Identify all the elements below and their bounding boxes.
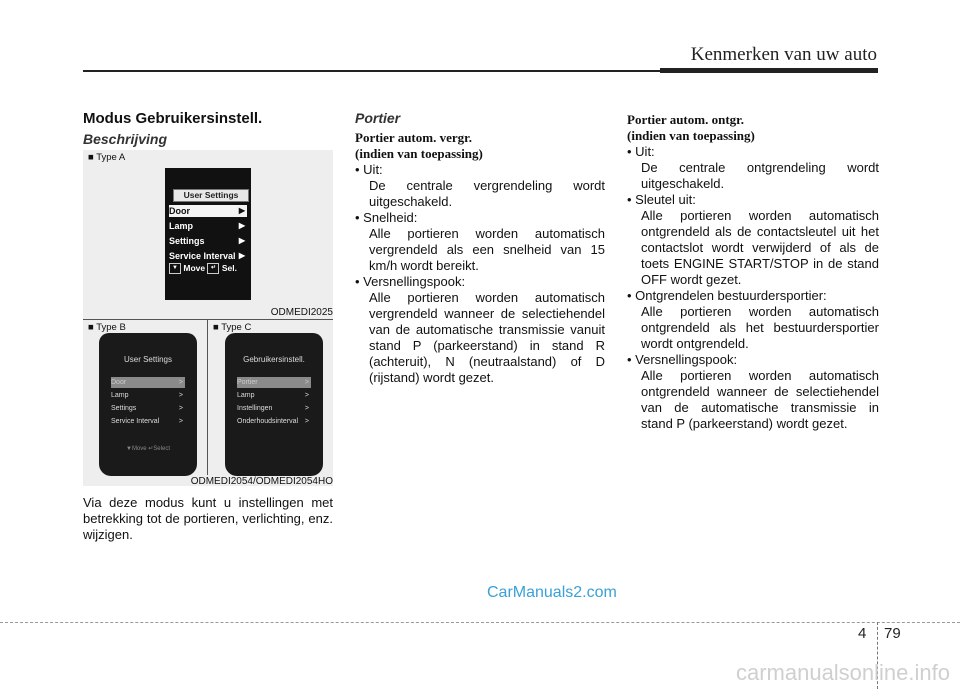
watermark-link[interactable]: CarManuals2.com — [487, 584, 617, 601]
bullet-sleutel-uit-text: Alle portieren worden automatisch ontgrendeld als de contactsleutel uit het contactslot wordt verwijderd of als de toets ENGINE START/STOP in de stand OFF wordt gezet. — [641, 208, 879, 287]
bullet-snelheid-text: Alle portieren worden automatisch vergrendeld als een snelheid van 15 km/h wordt bereikt. — [369, 226, 605, 273]
screen-b-item-lamp: Lamp > — [111, 392, 183, 399]
screen-type-b — [99, 333, 197, 476]
figure-label-type-c: ■ Type C — [213, 322, 252, 333]
bullet-uit-text: De centrale ontgrendeling wordt uitgeschakeld. — [641, 160, 879, 191]
screen-a-item-settings: Settings ▶ — [169, 236, 245, 246]
subheading-line2: (indien van toepassing) — [627, 128, 755, 143]
section-heading: Modus Gebruikersinstell. — [83, 110, 263, 127]
col1-body — [83, 495, 333, 543]
screen-c-item-instellingen: Instellingen > — [237, 405, 309, 412]
subheading-line1: Portier autom. vergr. — [355, 130, 472, 145]
down-arrow-icon: ▼ — [169, 263, 181, 274]
column-2 — [355, 110, 605, 386]
bullet-versnellingspook: • Versnellingspook: — [355, 274, 466, 289]
column-1 — [83, 110, 333, 151]
section-heading-portier: Portier — [355, 110, 401, 126]
bullet-sleutel-uit: • Sleutel uit: — [627, 192, 696, 207]
screen-a-item-door: Door ▶ — [169, 206, 245, 216]
bullet-uit: • Uit: — [627, 144, 655, 159]
bullet-bestuurdersportier: • Ontgrendelen bestuurdersportier: — [627, 288, 827, 303]
screen-type-a — [165, 168, 251, 300]
figure-divider — [83, 319, 333, 320]
screen-type-c — [225, 333, 323, 476]
screen-c-item-portier: Portier > — [237, 379, 309, 386]
bullet-uit-text: De centrale vergrendeling wordt uitgeschakeld. — [369, 178, 605, 209]
screen-c-title: Gebruikersinstell. — [243, 355, 305, 364]
page-number: 79 — [884, 625, 901, 642]
arrow-right-icon: ▶ — [238, 221, 245, 230]
column-3 — [627, 112, 879, 432]
watermark-bottom: carmanualsonline.info — [735, 660, 950, 685]
screen-c-item-lamp: Lamp > — [237, 392, 309, 399]
subheading-line1: Portier autom. ontgr. — [627, 112, 744, 127]
arrow-right-icon: ▶ — [238, 206, 245, 215]
screen-a-footer: ▼ Move ↵ Sel. — [169, 263, 247, 274]
chapter-number: 4 — [858, 625, 867, 642]
bullet-snelheid: • Snelheid: — [355, 210, 418, 225]
header-rule-accent — [660, 68, 878, 73]
bullet-bestuurdersportier-text: Alle portieren worden automatisch ontgrendeld als het bestuurdersportier wordt ontgrendeld. — [641, 304, 879, 351]
screen-c-item-onderhoud: Onderhoudsinterval > — [237, 418, 309, 425]
bullet-versnellingspook-text: Alle portieren worden automatisch vergrendeld wanneer de selectiehendel van de automatische transmissie vanuit stand P (parkeerstand) in stand R (achteruit), N (neutraalstand) of D (rijstand) wordt gezet. — [369, 290, 605, 385]
col1-body-text: Via deze modus kunt u instellingen met betrekking tot de portieren, verlichting, enz. wijzigen. — [83, 495, 333, 542]
figure-label-type-a: ■ Type A — [88, 152, 126, 163]
bullet-uit: • Uit: — [355, 162, 383, 177]
screen-a-title: User Settings — [173, 189, 249, 202]
figure-code-a: ODMEDI2025 — [270, 307, 333, 318]
subsection-heading: Beschrijving — [83, 131, 168, 147]
bullet-versnellingspook-text: Alle portieren worden automatisch ontgrendeld wanneer de selectiehendel van de automatische transmissie in stand P (parkeerstand) wordt gezet. — [641, 368, 879, 431]
figure-display-screens — [83, 150, 333, 486]
screen-a-item-lamp: Lamp ▶ — [169, 221, 245, 231]
figure-divider-vertical — [207, 320, 208, 475]
screen-b-item-settings: Settings > — [111, 405, 183, 412]
footer-rule — [0, 622, 960, 623]
arrow-right-icon: ▶ — [238, 236, 245, 245]
arrow-right-icon: ▶ — [238, 251, 245, 260]
figure-label-type-b: ■ Type B — [88, 322, 126, 333]
screen-b-item-door: Door > — [111, 379, 183, 386]
screen-b-title: User Settings — [123, 355, 173, 364]
screen-a-item-service: Service Interval ▶ — [169, 251, 245, 261]
screen-b-item-service: Service Interval > — [111, 418, 183, 425]
screen-b-footer: ▼Move ↵Select — [126, 446, 170, 452]
running-header: Kenmerken van uw auto — [690, 44, 877, 65]
subheading-line2: (indien van toepassing) — [355, 146, 483, 161]
enter-icon: ↵ — [207, 263, 219, 274]
bullet-versnellingspook: • Versnellingspook: — [627, 352, 738, 367]
figure-code-bc: ODMEDI2054/ODMEDI2054HO — [190, 476, 333, 487]
